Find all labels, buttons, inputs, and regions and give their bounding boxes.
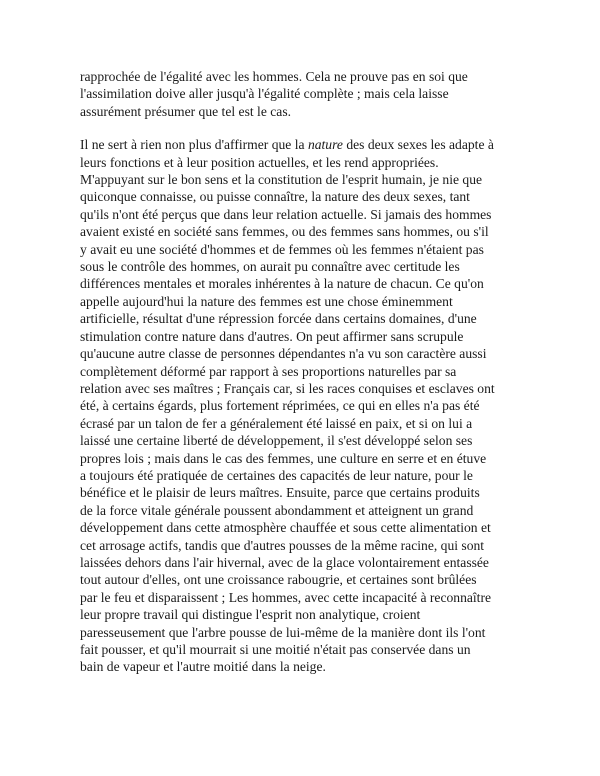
text-line: artificielle, résultat d'une répression forcée dans certains domaines, d'une bbox=[80, 311, 477, 327]
text-line: relation avec ses maîtres ; Français car, si les races conquises et esclaves ont bbox=[80, 380, 495, 396]
text-line-with-italic: Il ne sert à rien non plus d'affirmer que la nature des deux sexes les adapte à bbox=[80, 137, 494, 153]
emphasized-word: nature bbox=[307, 137, 343, 153]
text-line: sous le contrôle des hommes, on aurait pu connaître avec certitude les bbox=[80, 259, 460, 275]
text-line: fait pousser, et qu'il mourrait si une moitié n'était pas conservée dans un bbox=[80, 642, 471, 657]
text-line: paresseusement que l'arbre pousse de lui-même de la manière dont ils l'ont bbox=[80, 624, 486, 640]
text-line: qu'ils n'ont été perçus que dans leur relation actuelle. Si jamais des hommes bbox=[80, 206, 492, 222]
text-line: stimulation contre nature dans d'autres. On peut affirmer sans scrupule bbox=[80, 328, 464, 344]
text-line: laissées dehors dans l'air hivernal, avec de la glace volontairement entassée bbox=[80, 554, 489, 570]
text-line: cet arrosage actifs, tandis que d'autres pousses de la même racine, qui sont bbox=[80, 537, 485, 553]
text-line: y avait eu une société d'hommes et de femmes où les femmes n'étaient pas bbox=[80, 241, 484, 257]
text-line: leurs fonctions et à leur position actuelles, et les rend appropriées. bbox=[80, 154, 439, 170]
text-line: bain de vapeur et l'autre moitié dans la neige. bbox=[80, 659, 326, 675]
text-line: par le feu et disparaissent ; Les hommes, avec cette incapacité à reconnaître bbox=[80, 589, 492, 605]
text-line: différences mentales et morales inhérentes à la nature de chacun. Ce qu'on bbox=[80, 276, 484, 292]
text-line: tout autour d'elles, ont une croissance rabougrie, et certaines sont brûlées bbox=[80, 572, 477, 588]
text-line: écrasé par un talon de fer a généralement été laissé en paix, et si on lui a bbox=[80, 415, 473, 431]
text-line: appelle aujourd'hui la nature des femmes est une chose éminemment bbox=[80, 293, 453, 309]
text-line: assurément présumer que tel est le cas. bbox=[80, 103, 292, 119]
text-line: complètement déformé par rapport à ses proportions naturelles par sa bbox=[80, 363, 457, 379]
body-text bbox=[80, 68, 520, 676]
paragraph-1 bbox=[80, 68, 520, 120]
text-line: été, à certains égards, plus fortement réprimées, ce qui en elles n'a pas été bbox=[80, 398, 480, 414]
text-line: M'appuyant sur le bon sens et la constitution de l'esprit humain, je nie que bbox=[80, 172, 483, 188]
text-line: leur propre travail qui distingue l'esprit non analytique, croient bbox=[80, 607, 421, 623]
text-line: propres lois ; mais dans le cas des femmes, une culture en serre et en étuve bbox=[80, 450, 487, 466]
text-line: a toujours été pratiquée de certaines des capacités de leur nature, pour le bbox=[80, 467, 473, 483]
text-line: rapprochée de l'égalité avec les hommes. Cela ne prouve pas en soi que bbox=[80, 69, 468, 84]
text-line: qu'aucune autre classe de personnes dépendantes n'a vu son caractère aussi bbox=[80, 346, 487, 362]
text-line: avaient existé en société sans femmes, ou des femmes sans hommes, ou s'il bbox=[80, 224, 489, 240]
text-line: l'assimilation doive aller jusqu'à l'égalité complète ; mais cela laisse bbox=[80, 86, 449, 102]
text-line: développement dans cette atmosphère chauffée et sous cette alimentation et bbox=[80, 520, 491, 536]
text-line: laissé une certaine liberté de développement, il s'est développé selon ses bbox=[80, 433, 473, 449]
text-line: de la force vitale générale poussent abondamment et atteignent un grand bbox=[80, 502, 474, 518]
text-line: quiconque connaisse, ou puisse connaître, la nature des deux sexes, tant bbox=[80, 189, 470, 205]
paragraph-2 bbox=[80, 136, 520, 676]
text-line: bénéfice et le plaisir de leurs maîtres. Ensuite, parce que certains produits bbox=[80, 485, 480, 501]
